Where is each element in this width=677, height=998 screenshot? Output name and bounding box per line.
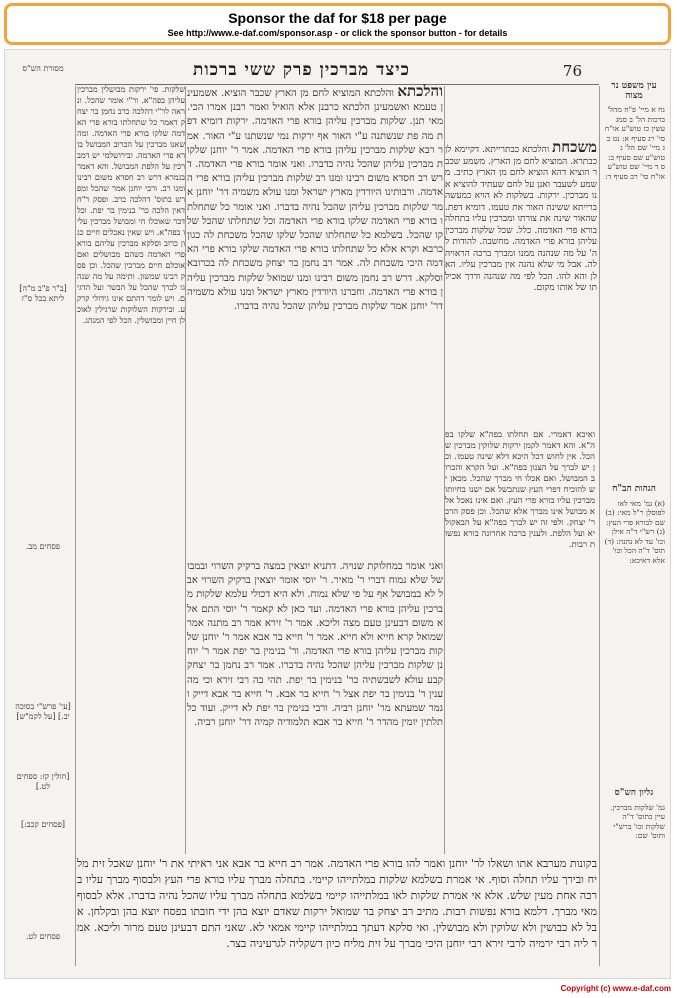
margin-divider bbox=[75, 86, 76, 966]
gemara-text-middle: ואני אומר במחלוקת שנויה. דתניא יוצאין במצה ברקיק השרוי ובמבושל שלא נמוח דברי ר' מאיר. ר' יוסי אומר יוצאין ברקיק השרוי אבל לא במבושל אף על פי שלא נמוח. ולא היא דכולי עלמא שלקות מברכין עליהן בורא פרי האדמה. ועד כאן לא קאמר ר' יוסי התם אלא משום דבעינן טעם מצה וליכא. אמר ר' זירא אמר רב מתנה אמר שמואל קרא חייא ולא חייא. אמר ר' חייא בר אבא אמר ר' יוחנן שלקות מברכין עליהן בורא פרי האדמה. ור' בנימין בר יפת אמר ר' יוחנן שלקות מברכין עליהן שהכל נהיה בדברו. אמר רב נחמן בר יצחק קבע עולא לשבשתיה כר' בנימין בר יפת. תהי בה רבי זירא וכי מה ענין ר' בנימין בר יפת אצל ר' חייא בר אבא. ר' חייא בר אבא דייק וגמר שמעתא מר' יוחנן רביה. ורבי בנימין בר יפת לא דייק. ועוד כל תלתין יומין מהדר ר' חייא בר אבא תלמודיה קמיה דר' יוחנן רביה. bbox=[187, 561, 443, 729]
copyright-link[interactable]: Copyright (c) www.e-daf.com bbox=[560, 984, 671, 993]
marginal-note-3: [עי' פרש"י בסוכה יב.] [על לקמ"ש] bbox=[15, 702, 71, 721]
marginal-note-6: פסחים לט. bbox=[25, 932, 61, 941]
commentary-right-lower: ואיכא דאמרי. אם תחלתו בפה"א שלקו בפה"א. והא דאמר לקמן ירקות שלוקין מברכין שהכל. אין לחוש דכל היכא דלא שינה טעמו. וכן יש לברך על הצנון בפה"א. ועל הקרא והכרוב המבושל. ואם אכלו חי מברך שהכל. מכאן יש להוכיח דפרי העץ שנתבשל אם ישנו בחיותו מברכין עליו בורא פרי העץ. ואם אינו נאכל אלא מבושל אינו מברך אלא שהכל. וכן פסק הרב ר' יצחק. ולפי זה יש לברך בפה"א על הבאקוליא ועל הלפת. ולענין ברכה אחרונה בורא נפשות רבות. bbox=[445, 430, 595, 550]
sidebar-text-bottom: גמ' שלקות מברכין. עיין בתוס' ד"ה שלקות וכו' ברש"י ותוס' שם: bbox=[610, 802, 665, 840]
running-head: כיצד מברכין פרק ששי ברכות bbox=[192, 60, 410, 80]
marginal-note-2: פסחים מב. bbox=[25, 542, 61, 551]
masoret-label: מסורת הש"ס bbox=[22, 64, 64, 73]
rashi-body: והלכתא כבתרייתא. דקיימא לן כבתרא. המוציא לחם מן הארץ. משמע שכבר הוציא דהא הוציא לחם מן הארץ כתיב. משמע לשעבר ואנן על לחם שעתיד להוציא אנו מברכין. ירקות. בשלקות לא הויא כמעשה ברייתא ששינה האור את טעמו. דומיא דפת. שהאור שינה את צורתו ומברכין עליו בתחלה בורא פרי האדמה. כלל. שכל שלקות מברכין עליהן בורא פרי האדמה. מחשבה. להודות לה' על מה שנהנה ממנו ומברך ברכה הראויה לה. אבל מי שלא נהנה אין מברכין עליו. הא לן והא להו. הכל לפי מה שנהנה ודרך אכילתו של אותו מקום. bbox=[445, 145, 597, 293]
sidebar-heading-top: עין משפט נר מצוה bbox=[611, 81, 657, 101]
page-number: 76 bbox=[562, 62, 582, 80]
sidebar-divider bbox=[599, 86, 600, 966]
rashi-commentary bbox=[445, 142, 597, 422]
ein-mishpat-sidebar bbox=[603, 78, 665, 958]
banner-subtitle: See http://www.e-daf.com/sponsor.asp - or click the sponsor button - for details bbox=[167, 28, 508, 38]
column-divider-left bbox=[185, 86, 186, 854]
sidebar-heading-mid: הגהות הב"ח bbox=[612, 484, 656, 494]
marginal-note-4: [חולין קז: ספחים לט.] bbox=[16, 772, 70, 791]
column-divider-right bbox=[444, 86, 445, 854]
sponsor-banner[interactable] bbox=[4, 3, 671, 45]
banner-title: Sponsor the daf for $18 per page bbox=[228, 10, 447, 26]
marginal-note-1: [ב"ר פ"ב מ"ה] ליתא בכל ס"ז bbox=[19, 284, 67, 303]
gemara-body-1: והלכתא המוציא לחם מן הארץ שכבר הוציא. אשמעינן טעמא ואשמעינן הלכתא כרבנן אלא הואיל ואמר רבנן אמרו הכי. מאי תנן. שלקות מברכין עליהן בורא פרי האדמה. ירקות דומיא דפת מה פת שנשתנה ע"י האור אף ירקות נמי שנשתנו ע"י האור. אמר רבא שלקות מברכין עליהן בורא פרי האדמה. אמר ר' יוחנן שלקות מברכין עליהן שהכל נהיה בדברו. ואני אומר בורא פרי האדמה. דרש רב חסדא משום רבינו ומנו רב שלקות מברכין עליהן בורא פרי האדמה. ורבותינו היורדין מארץ ישראל ומנו עולא משמיה דר' יוחנן אמר שלקות מברכין עליהן שהכל נהיה בדברו. ואני אומר כל שתחלתו בורא פרי האדמה שלקו בורא פרי האדמה וכל שתחלתו שהכל שלקו שהכל. בשלמא כל שתחלתו שהכל שלקו שהכל משכחת לה כגון כרבא וקרא אלא כל שתחלתו בורא פרי האדמה שלקו בורא פרי האדמה היכי משכחת לה. אמר רב נחמן בר יצחק משכחת לה בכרובא וסלקא. דרש רב נחמן משום רבינו ומנו שמואל שלקות מברכין עליהן בורא פרי האדמה. וחברנו היורדין מארץ ישראל ומנו עולא משמיה דר' יוחנן אמר שלקות מברכין עליהן שהכל נהיה בדברו. bbox=[187, 88, 443, 313]
gemara-text-top bbox=[187, 84, 443, 484]
rashi-heading: משכחת bbox=[552, 142, 597, 156]
gemara-text-bottom: בקונות מערבא אתו ושאלו לר' יוחנן ואמר להו בורא פרי האדמה. אמר רב חייא בר אבא אני ראיתי את ר' יוחנן שאכל זית מליח ובירך עליו תחלה וסוף. אי אמרת בשלמא שלקות במלתייהו קיימי. בתחלה מברך עליו בורא פרי העץ ולבסוף מברך עליו ברכה אחת מעין שלש. אלא אי אמרת שלקות לאו במלתייהו קיימי בשלמא בתחלה מברך עליו שהכל נהיה בדברו. אלא לבסוף מאי מברך. דלמא בורא נפשות רבות. מתיב רב יצחק בר שמואל ירקות שאדם יוצא בהן ידי חובתו בפסח יוצא בהן ובקלחן. אבל לא כבושין ולא שלוקין ולא מבושלין. ואי סלקא דעתך במלתייהו קיימי אמאי לא. שאני התם דבעינן טעם מרור וליכא. אמר ליה רבי ירמיה לרבי זירא רבי יוחנן היכי מברך על זית מליח כיון דשקליה לגרעיניה בצר. bbox=[77, 857, 597, 950]
sidebar-text-top: נח א מיי' פ"ח מהל' ברכות הל' ב סמג עשין כז טוש"ע או"ח סי' רג סעיף א: נט ב ג מיי' שם הל' ג טוש"ע שם סעיף ב: ס ד מיי' שם טוש"ע או"ח סי' רב סעיף ד: bbox=[604, 105, 665, 181]
page-header bbox=[5, 60, 670, 82]
sidebar-text-mid: (א) גמ' מאי לאו לפוסלן ר"ל מאי: (ב) שם לבורא פרי העץ: (ג) רש"י ד"ה אילן וכו' עד לא נהנה: (ד) תוס' ד"ה הכל וכו' אלא דאיכא: bbox=[604, 498, 665, 565]
opening-word: והלכתא bbox=[397, 84, 443, 100]
tosafot-commentary: שלקות. פי' ירקות מבושלין מברכין עליהן בפה"א. ור"י אומר שהכל. ונראה לר"י דהלכה כרב נחמן בר יצחק דאמר כל שתחלתו בורא פרי האדמה שלקו בורא פרי האדמה. ומה שאנו מברכין על הכרוב המבושל בורא פרי האדמה. ובירושלמי יש דמברכין על הלפת המבושל. והא דאמר בגמרא דרש רב חסדא משום רבינו ומנו רב. ורבי יוחנן אמר שהכל ומפרש בתוס' דהלכה כרב. ופסק ר"ח דאין הלכה כר' בנימין בר יפת. וכל דבר שאוכלו חי ומבושל מברכין עליו בפה"א. ויש שאין נאכלים חיים כגון כרוב וסלקא מברכין עליהם בורא פרי האדמה כשהם מבושלים ואם אוכלם חיים מברכין שהכל. וכן פסק רבינו שמשון. ותימה על מה שנהגו לברך שהכל על הבשר ועל הדגים. ויש לומר דהתם אינו גידולי קרקע. ובירקות השלוקות שרגילין לאוכלן חיין ומבושלין. הכל לפי המנהג. bbox=[77, 85, 185, 325]
sidebar-heading-bottom: גליון הש"ס bbox=[614, 788, 654, 798]
marginal-note-5: [פסחים קכב:] bbox=[20, 820, 66, 829]
talmud-page bbox=[4, 49, 671, 979]
